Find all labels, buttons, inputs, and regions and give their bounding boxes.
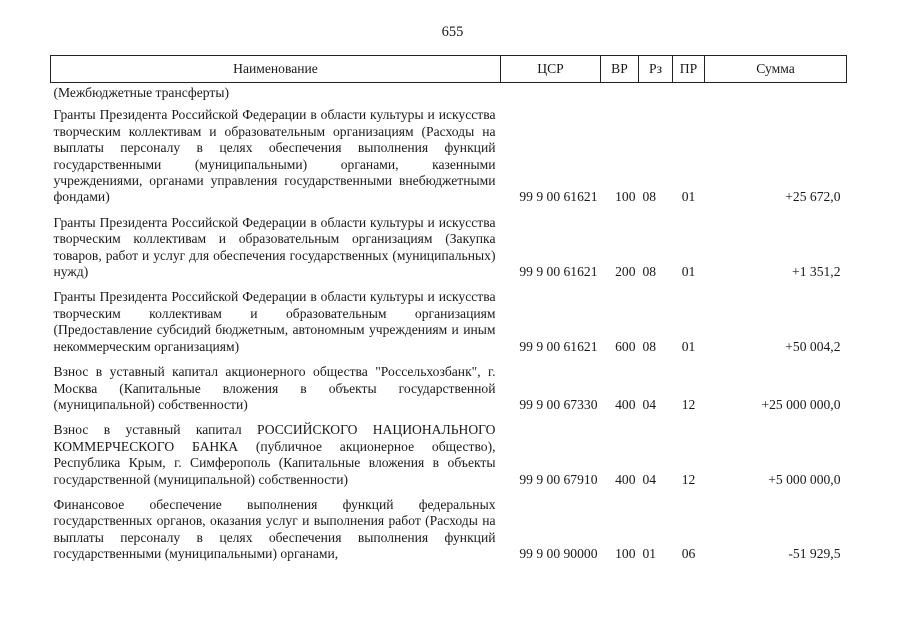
row-csr: 99 9 00 61621 [519, 189, 598, 205]
row-csr: 99 9 00 61621 [519, 264, 598, 280]
row-name: Взнос в уставный капитал акционерного общества "Россельхозбанк", г. Москва (Капитальные вложения в объекты государственной (муниципальной) собственности) [53, 364, 496, 412]
table-row [51, 215, 847, 290]
row-vr: 100 [615, 189, 636, 205]
row-rz: 04 [642, 396, 657, 412]
table-body [51, 83, 847, 572]
row-rz: 01 [642, 546, 657, 562]
budget-table [50, 55, 847, 572]
row-vr: 400 [615, 396, 636, 412]
header-rz: Рз [639, 56, 673, 83]
table-row [51, 364, 847, 422]
row-csr: 99 9 00 90000 [519, 546, 598, 562]
row-csr: 99 9 00 67330 [519, 396, 598, 412]
row-pr: 01 [681, 264, 696, 280]
row-name: Финансовое обеспечение выполнения функций федеральных государственных органов, оказания услуг и выполнения работ (Расходы на выплаты персоналу в целях обеспечения выполнения функций государственными (муниципальными) органами, [53, 496, 496, 562]
row-rz: 04 [642, 471, 657, 487]
row-vr: 200 [615, 264, 636, 280]
row-pr: 12 [681, 396, 696, 412]
header-sum: Сумма [705, 56, 847, 83]
header-vr: ВР [601, 56, 639, 83]
row-sum: +25 672,0 [785, 189, 841, 205]
row-pr: 01 [681, 189, 696, 205]
row-pr: 01 [681, 338, 696, 354]
row-vr: 100 [615, 546, 636, 562]
table-row [51, 107, 847, 214]
row-vr: 400 [615, 471, 636, 487]
row-csr: 99 9 00 61621 [519, 338, 598, 354]
row-sum: +1 351,2 [792, 264, 841, 280]
row-rz: 08 [642, 338, 657, 354]
header-csr: ЦСР [501, 56, 601, 83]
row-name: Взнос в уставный капитал РОССИЙСКОГО НАЦИОНАЛЬНОГО КОММЕРЧЕСКОГО БАНКА (публичное акционерное общество), Республика Крым, г. Симферополь (Капитальные вложения в объекты государственной (муниципальной) собственности) [53, 422, 496, 487]
row-csr: 99 9 00 67910 [519, 471, 598, 487]
table-row [51, 497, 847, 572]
header-pr: ПР [673, 56, 705, 83]
row-pr: 06 [681, 546, 696, 562]
page-number: 655 [441, 24, 464, 40]
table-row [51, 289, 847, 364]
table-header [51, 56, 847, 83]
row-rz: 08 [642, 264, 657, 280]
row-rz: 08 [642, 189, 657, 205]
row-sum: +25 000 000,0 [761, 396, 841, 412]
row-pr: 12 [681, 471, 696, 487]
table-row [51, 422, 847, 497]
continuation-text: (Межбюджетные трансферты) [53, 85, 229, 100]
row-vr: 600 [615, 338, 636, 354]
row-name: Гранты Президента Российской Федерации в области культуры и искусства творческим коллективам и образовательным организациям (Расходы на выплаты персоналу в целях обеспечения выполнения функций государственными (муниципальными) органами, казенными учреждениями, органами управления государственными внебюджетными фондами) [53, 107, 496, 205]
continuation-row [51, 83, 847, 108]
row-sum: -51 929,5 [788, 546, 841, 562]
row-sum: +5 000 000,0 [768, 471, 841, 487]
header-name: Наименование [51, 56, 501, 83]
row-name: Гранты Президента Российской Федерации в области культуры и искусства творческим коллективам и образовательным организациям (Закупка товаров, работ и услуг для обеспечения государственных (муниципальных) нужд) [53, 214, 496, 280]
row-sum: +50 004,2 [785, 338, 841, 354]
row-name: Гранты Президента Российской Федерации в области культуры и искусства творческим коллективам и образовательным организациям (Предоставление субсидий бюджетным, автономным учреждениям и иным некоммерческим организациям) [53, 289, 496, 354]
